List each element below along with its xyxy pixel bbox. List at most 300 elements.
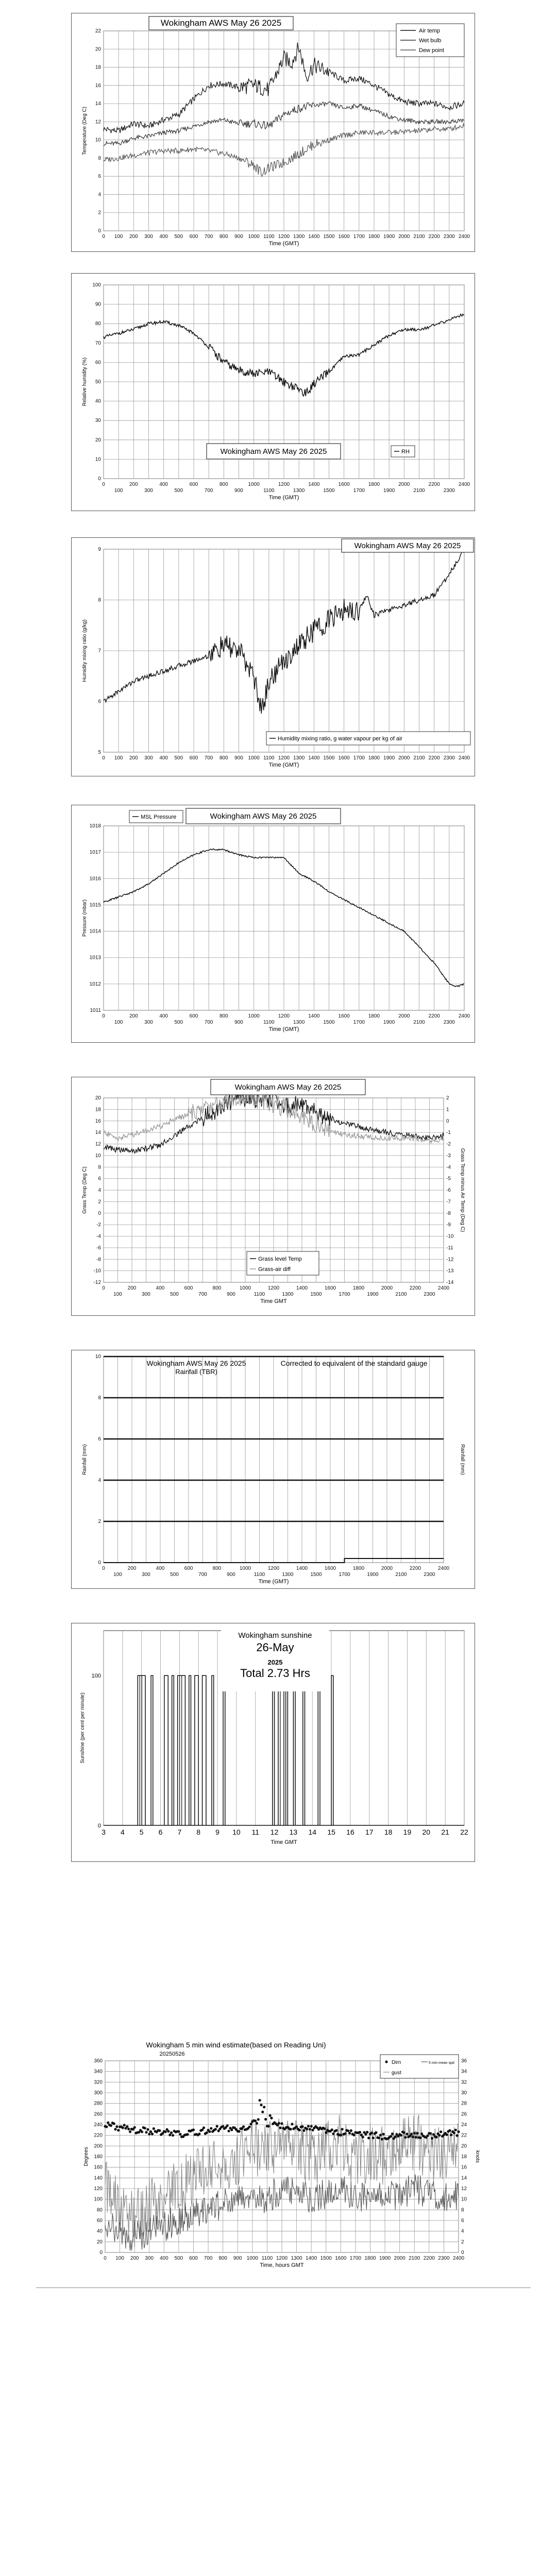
y-tick-label: 0 bbox=[98, 228, 101, 234]
y2-tick-label: 18 bbox=[461, 2154, 467, 2160]
x-tick-label: 2300 bbox=[443, 234, 455, 240]
y-tick-label: 4 bbox=[98, 192, 101, 198]
x-tick-label: 700 bbox=[204, 1020, 213, 1025]
y-tick-label: 20 bbox=[95, 46, 101, 53]
wind-direction-point bbox=[117, 2129, 120, 2131]
wind-direction-point bbox=[348, 2132, 351, 2134]
x-tick-label: 1700 bbox=[339, 1572, 350, 1578]
x-tick-label: 2100 bbox=[395, 1572, 407, 1578]
y-tick-label: 2 bbox=[98, 1519, 101, 1524]
wind-direction-point bbox=[379, 2134, 382, 2137]
wind-direction-point bbox=[438, 2134, 441, 2137]
x-axis-label: Time (GMT) bbox=[268, 762, 299, 768]
x-tick-label: 1200 bbox=[267, 1285, 280, 1291]
wind-direction-point bbox=[242, 2125, 245, 2128]
x-axis-label: Time (GMT) bbox=[258, 1579, 289, 1585]
x-tick-label: 22 bbox=[460, 1828, 468, 1836]
grass-temp-panel bbox=[71, 1077, 475, 1316]
y-tick-label: 1013 bbox=[89, 955, 101, 961]
y-axis-label: Sunshine (per cent per minute) bbox=[80, 1692, 86, 1764]
humidity-panel bbox=[71, 273, 475, 511]
x-tick-label: 1500 bbox=[323, 1020, 335, 1025]
y2-tick-label: -4 bbox=[446, 1164, 451, 1171]
y2-tick-label: 0 bbox=[446, 1118, 449, 1124]
y-tick-label: 10 bbox=[95, 1153, 101, 1159]
x-tick-label: 2000 bbox=[398, 234, 410, 240]
wind-direction-point bbox=[432, 2133, 435, 2136]
y-tick-label: 18 bbox=[95, 1107, 101, 1113]
pressure-chart bbox=[72, 805, 475, 1042]
x-tick-label: 2400 bbox=[458, 1013, 470, 1019]
wind-direction-point bbox=[457, 2130, 460, 2133]
humidity-chart bbox=[72, 274, 475, 511]
wind-direction-point bbox=[222, 2125, 224, 2128]
y2-tick-label: -11 bbox=[446, 1245, 453, 1251]
x-axis-label: Time, hours GMT bbox=[260, 2262, 304, 2268]
y-tick-label: 14 bbox=[95, 1130, 101, 1136]
x-tick-label: 400 bbox=[159, 755, 168, 761]
x-tick-label: 2300 bbox=[443, 755, 455, 761]
y-tick-label: 60 bbox=[96, 2218, 103, 2224]
x-tick-label: 800 bbox=[219, 234, 228, 240]
y-tick-label: 30 bbox=[95, 418, 101, 424]
wind-direction-point bbox=[153, 2127, 155, 2130]
x-tick-label: 2300 bbox=[443, 1020, 455, 1025]
y2-tick-label: 4 bbox=[461, 2228, 464, 2234]
y2-tick-label: 1 bbox=[446, 1107, 449, 1113]
x-tick-label: 800 bbox=[218, 2256, 228, 2261]
x-tick-label: 12 bbox=[270, 1828, 279, 1836]
y-axis-label: Temperature (Deg C) bbox=[82, 107, 88, 155]
x-tick-label: 2000 bbox=[398, 755, 410, 761]
wind-direction-point bbox=[331, 2128, 333, 2131]
x-tick-label: 800 bbox=[212, 1566, 222, 1571]
y-tick-label: 18 bbox=[95, 64, 101, 71]
wind-direction-point bbox=[261, 2111, 264, 2113]
y-tick-label: -6 bbox=[96, 1245, 101, 1251]
x-tick-label: 1900 bbox=[383, 488, 395, 494]
wind-direction-point bbox=[110, 2124, 112, 2127]
x-tick-label: 100 bbox=[114, 1020, 123, 1025]
x-tick-label: 200 bbox=[127, 1566, 137, 1571]
y-tick-label: 300 bbox=[94, 2090, 103, 2096]
wind-direction-point bbox=[123, 2124, 126, 2126]
rainfall-note: Corrected to equivalent of the standard gauge bbox=[280, 1359, 428, 1367]
pressure-panel bbox=[71, 805, 475, 1043]
wind-direction-point bbox=[249, 2123, 252, 2125]
x-tick-label: 1700 bbox=[353, 234, 365, 240]
wind-direction-point bbox=[202, 2126, 205, 2129]
y2-tick-label: 28 bbox=[461, 2100, 467, 2107]
y-tick-label: -12 bbox=[93, 1280, 101, 1285]
x-tick-label: 2200 bbox=[409, 1285, 421, 1291]
x-tick-label: 9 bbox=[215, 1828, 219, 1836]
y-tick-label: 14 bbox=[95, 101, 101, 107]
x-tick-label: 2000 bbox=[381, 1566, 393, 1571]
y-tick-label: 200 bbox=[94, 2143, 103, 2149]
y2-tick-label: 24 bbox=[461, 2122, 467, 2128]
x-tick-label: 13 bbox=[289, 1828, 298, 1836]
mixing-ratio-chart bbox=[72, 538, 475, 776]
wind-direction-point bbox=[366, 2131, 368, 2133]
wind-direction-point bbox=[263, 2106, 265, 2108]
wind-direction-point bbox=[230, 2128, 233, 2131]
x-tick-label: 1600 bbox=[338, 482, 350, 487]
x-tick-label: 1600 bbox=[338, 1013, 350, 1019]
x-tick-label: 1000 bbox=[246, 2256, 258, 2261]
wind-direction-point bbox=[127, 2128, 130, 2130]
x-tick-label: 1500 bbox=[310, 1292, 322, 1297]
x-tick-label: 1800 bbox=[368, 482, 380, 487]
y-tick-label: 1016 bbox=[89, 876, 101, 882]
x-tick-label: 1100 bbox=[253, 1292, 265, 1297]
x-tick-label: 100 bbox=[115, 2256, 124, 2261]
y-tick-label: 240 bbox=[94, 2122, 103, 2128]
y-tick-label: 7 bbox=[98, 648, 101, 654]
wind-subtitle: 20250526 bbox=[159, 2051, 185, 2057]
x-tick-label: 700 bbox=[204, 488, 213, 494]
y-tick-label: 1011 bbox=[90, 1008, 101, 1013]
x-tick-label: 200 bbox=[129, 755, 138, 761]
wind-direction-point bbox=[122, 2126, 124, 2129]
wind-direction-point bbox=[391, 2132, 394, 2135]
wind-direction-point bbox=[332, 2132, 334, 2135]
x-tick-label: 2100 bbox=[409, 2256, 420, 2261]
sunshine-date: 26-May bbox=[256, 1641, 294, 1654]
x-axis-label: Time GMT bbox=[270, 1839, 297, 1845]
x-tick-label: 2200 bbox=[428, 1013, 440, 1019]
y-tick-label: 8 bbox=[98, 1164, 101, 1171]
x-tick-label: 500 bbox=[170, 1292, 179, 1297]
x-tick-label: 2200 bbox=[423, 2256, 435, 2261]
x-tick-label: 2100 bbox=[413, 488, 425, 494]
x-tick-label: 1000 bbox=[248, 234, 260, 240]
wind-legend-label: Dirn bbox=[392, 2060, 401, 2065]
y-axis-label: Pressure (mbar) bbox=[82, 899, 88, 937]
x-tick-label: 1500 bbox=[310, 1572, 322, 1578]
wind-direction-point bbox=[403, 2131, 405, 2134]
x-tick-label: 500 bbox=[174, 2256, 183, 2261]
x-tick-label: 2000 bbox=[394, 2256, 405, 2261]
x-tick-label: 1100 bbox=[263, 755, 275, 761]
y-tick-label: 1015 bbox=[89, 902, 101, 908]
wind-direction-point bbox=[148, 2133, 150, 2136]
y-tick-label: -10 bbox=[93, 1268, 101, 1274]
wind-direction-point bbox=[208, 2130, 211, 2133]
y-tick-label: 16 bbox=[95, 82, 101, 89]
y-tick-label: 0 bbox=[97, 1823, 101, 1829]
wind-direction-point bbox=[290, 2128, 292, 2130]
y-tick-label: 280 bbox=[94, 2100, 103, 2107]
y2-tick-label: 8 bbox=[461, 2207, 464, 2213]
wind-direction-point bbox=[429, 2132, 432, 2135]
x-tick-label: 1400 bbox=[306, 2256, 317, 2261]
x-tick-label: 300 bbox=[144, 234, 153, 240]
x-tick-label: 700 bbox=[198, 1572, 207, 1578]
x-tick-label: 1500 bbox=[320, 2256, 332, 2261]
wind-direction-point bbox=[372, 2137, 375, 2139]
x-tick-label: 100 bbox=[114, 755, 123, 761]
wind-direction-point bbox=[341, 2128, 344, 2130]
y2-tick-label: 26 bbox=[461, 2111, 467, 2117]
wind-direction-point bbox=[367, 2137, 370, 2139]
wind-direction-point bbox=[210, 2127, 212, 2130]
temperature-legend-label: Air temp bbox=[419, 28, 440, 34]
wind-direction-point bbox=[179, 2133, 181, 2136]
x-tick-label: 14 bbox=[308, 1828, 317, 1836]
x-tick-label: 700 bbox=[204, 2256, 213, 2261]
x-tick-label: 1900 bbox=[379, 2256, 391, 2261]
wind-direction-point bbox=[254, 2120, 257, 2122]
x-tick-label: 1300 bbox=[282, 1292, 294, 1297]
x-tick-label: 800 bbox=[219, 1013, 228, 1019]
y-tick-label: -4 bbox=[96, 1233, 101, 1240]
x-tick-label: 600 bbox=[189, 1013, 198, 1019]
x-tick-label: 6 bbox=[158, 1828, 163, 1836]
x-tick-label: 1100 bbox=[263, 1020, 275, 1025]
x-tick-label: 1400 bbox=[308, 755, 320, 761]
wind-direction-point bbox=[325, 2131, 327, 2134]
y2-tick-label: -9 bbox=[446, 1222, 451, 1228]
y2-tick-label: -10 bbox=[446, 1233, 454, 1240]
wind-direction-point bbox=[126, 2125, 128, 2128]
x-tick-label: 700 bbox=[204, 755, 213, 761]
wind-panel bbox=[71, 2040, 480, 2282]
y-tick-label: 6 bbox=[98, 699, 101, 705]
y-tick-label: 6 bbox=[98, 174, 101, 180]
y-tick-label: 60 bbox=[95, 360, 101, 366]
x-tick-label: 2000 bbox=[398, 482, 410, 487]
wind-direction-point bbox=[270, 2117, 273, 2120]
x-tick-label: 300 bbox=[144, 755, 153, 761]
y-tick-label: 100 bbox=[92, 282, 101, 288]
x-tick-label: 300 bbox=[144, 1020, 153, 1025]
y2-tick-label: -14 bbox=[446, 1280, 454, 1285]
x-tick-label: 900 bbox=[234, 755, 243, 761]
x-tick-label: 900 bbox=[234, 234, 243, 240]
x-tick-label: 1400 bbox=[296, 1285, 308, 1291]
x-tick-label: 1600 bbox=[335, 2256, 347, 2261]
wind-direction-point bbox=[404, 2136, 407, 2139]
x-axis-label: Time GMT bbox=[260, 1298, 287, 1304]
x-tick-label: 100 bbox=[113, 1292, 122, 1297]
grass-temp-title: Wokingham AWS May 26 2025 bbox=[234, 1083, 342, 1092]
y-tick-label: 100 bbox=[91, 1673, 101, 1680]
wind-direction-point bbox=[426, 2134, 429, 2137]
sunshine-total: Total 2.73 Hrs bbox=[240, 1667, 310, 1680]
wind-direction-point bbox=[129, 2130, 131, 2133]
x-tick-label: 200 bbox=[129, 482, 138, 487]
x-tick-label: 100 bbox=[113, 1572, 122, 1578]
x-axis-label: Time (GMT) bbox=[268, 241, 299, 247]
y-tick-label: 320 bbox=[94, 2079, 103, 2086]
x-tick-label: 1700 bbox=[339, 1292, 350, 1297]
y-tick-label: 160 bbox=[94, 2164, 103, 2171]
x-tick-label: 2400 bbox=[452, 2256, 465, 2261]
wind-direction-point bbox=[431, 2137, 433, 2140]
x-tick-label: 2400 bbox=[458, 482, 470, 487]
wind-direction-point bbox=[295, 2125, 298, 2128]
y-tick-label: 2 bbox=[98, 1199, 101, 1205]
x-tick-label: 200 bbox=[127, 1285, 137, 1291]
wind-direction-point bbox=[228, 2130, 230, 2132]
wind-direction-point bbox=[375, 2131, 377, 2134]
wind-direction-point bbox=[306, 2128, 308, 2130]
wind-direction-point bbox=[167, 2130, 170, 2132]
wind-direction-point bbox=[382, 2133, 385, 2136]
x-tick-label: 400 bbox=[159, 482, 168, 487]
temperature-title: Wokingham AWS May 26 2025 bbox=[160, 18, 282, 28]
y-tick-label: 80 bbox=[96, 2207, 103, 2213]
wind-direction-point bbox=[145, 2131, 147, 2133]
x-tick-label: 1300 bbox=[293, 234, 305, 240]
x-tick-label: 1000 bbox=[239, 1285, 251, 1291]
x-axis-label: Time (GMT) bbox=[268, 495, 299, 501]
x-tick-label: 21 bbox=[441, 1828, 449, 1836]
x-tick-label: 18 bbox=[384, 1828, 393, 1836]
x-tick-label: 600 bbox=[189, 482, 198, 487]
wind-direction-point bbox=[347, 2129, 349, 2132]
y-tick-label: 90 bbox=[95, 301, 101, 308]
x-tick-label: 0 bbox=[102, 1013, 105, 1019]
y-axis-label: Grass Temp (Deg C) bbox=[82, 1166, 88, 1214]
y-tick-label: 12 bbox=[95, 1141, 101, 1147]
wind-direction-point bbox=[419, 2137, 421, 2139]
y-tick-label: 12 bbox=[95, 119, 101, 125]
x-tick-label: 1100 bbox=[263, 488, 275, 494]
y-tick-label: 1017 bbox=[89, 850, 101, 856]
y-tick-label: 360 bbox=[94, 2058, 103, 2064]
grass-temp-legend-label: Grass level Temp bbox=[258, 1256, 302, 1262]
wind-direction-point bbox=[164, 2130, 167, 2133]
x-tick-label: 0 bbox=[102, 1285, 105, 1291]
y-tick-label: 40 bbox=[96, 2228, 103, 2234]
y-tick-label: 1018 bbox=[89, 823, 101, 829]
y-tick-label: 70 bbox=[95, 340, 101, 346]
x-tick-label: 1800 bbox=[368, 1013, 380, 1019]
x-tick-label: 1500 bbox=[323, 488, 335, 494]
x-tick-label: 1000 bbox=[248, 482, 260, 487]
wind-direction-point bbox=[335, 2129, 337, 2132]
x-tick-label: 1300 bbox=[293, 755, 305, 761]
y-tick-label: 0 bbox=[98, 1560, 101, 1566]
x-tick-label: 1700 bbox=[353, 488, 365, 494]
y-axis-label: Rainfall (mm) bbox=[82, 1444, 88, 1475]
x-tick-label: 2200 bbox=[428, 482, 440, 487]
wind-direction-point bbox=[280, 2122, 283, 2125]
wind-direction-point bbox=[410, 2133, 413, 2136]
wind-direction-point bbox=[439, 2130, 442, 2133]
wind-direction-point bbox=[370, 2131, 373, 2134]
x-tick-label: 700 bbox=[204, 234, 213, 240]
wind-direction-point bbox=[415, 2136, 417, 2139]
wind-direction-point bbox=[309, 2128, 311, 2130]
y2-tick-label: 0 bbox=[461, 2250, 464, 2256]
y2-tick-label: 32 bbox=[461, 2079, 467, 2086]
wind-direction-point bbox=[302, 2129, 305, 2132]
y-tick-label: 6 bbox=[98, 1176, 101, 1182]
wind-direction-point bbox=[298, 2129, 301, 2131]
y-tick-label: 8 bbox=[98, 597, 101, 603]
y2-tick-label: 14 bbox=[461, 2175, 467, 2181]
wind-chart bbox=[71, 2040, 480, 2282]
y-tick-label: 0 bbox=[99, 2250, 103, 2256]
temperature-legend-label: Wet bulb bbox=[419, 38, 442, 44]
x-tick-label: 600 bbox=[189, 2256, 198, 2261]
y-tick-label: 340 bbox=[94, 2069, 103, 2075]
x-tick-label: 500 bbox=[170, 1572, 179, 1578]
mixing-ratio-title: Wokingham AWS May 26 2025 bbox=[354, 541, 461, 550]
wind-direction-point bbox=[344, 2132, 346, 2135]
y-tick-label: 1012 bbox=[89, 981, 101, 987]
x-tick-label: 20 bbox=[422, 1828, 431, 1836]
x-tick-label: 8 bbox=[196, 1828, 201, 1836]
x-tick-label: 400 bbox=[159, 1013, 168, 1019]
x-tick-label: 200 bbox=[129, 1013, 138, 1019]
wind-direction-point bbox=[144, 2127, 146, 2129]
x-tick-label: 800 bbox=[219, 755, 228, 761]
wind-direction-point bbox=[260, 2104, 262, 2106]
x-tick-label: 1400 bbox=[308, 1013, 320, 1019]
y2-tick-label: -1 bbox=[446, 1130, 451, 1136]
rainfall-title: Wokingham AWS May 26 2025 bbox=[146, 1359, 246, 1367]
x-tick-label: 16 bbox=[346, 1828, 354, 1836]
wind-direction-point bbox=[291, 2123, 293, 2125]
y-tick-label: 120 bbox=[94, 2186, 103, 2192]
x-tick-label: 300 bbox=[144, 488, 153, 494]
sunshine-year: 2025 bbox=[267, 1658, 283, 1666]
x-tick-label: 500 bbox=[174, 1020, 183, 1025]
wind-direction-point bbox=[256, 2122, 258, 2125]
y-tick-label: 0 bbox=[98, 476, 101, 482]
y-tick-label: 40 bbox=[95, 398, 101, 404]
wind-direction-point bbox=[450, 2133, 452, 2136]
x-tick-label: 0 bbox=[102, 1566, 105, 1571]
y-tick-label: 8 bbox=[98, 155, 101, 161]
x-tick-label: 1600 bbox=[324, 1566, 336, 1571]
x-tick-label: 1600 bbox=[338, 234, 350, 240]
wind-direction-point bbox=[146, 2128, 149, 2131]
grass-air-legend-label: Grass-air diff bbox=[258, 1266, 291, 1273]
wind-direction-point bbox=[198, 2132, 200, 2135]
x-tick-label: 19 bbox=[403, 1828, 412, 1836]
x-tick-label: 2100 bbox=[413, 755, 425, 761]
wind-direction-point bbox=[412, 2136, 414, 2138]
wind-direction-point bbox=[141, 2130, 143, 2133]
x-tick-label: 900 bbox=[234, 488, 243, 494]
temperature-panel bbox=[71, 13, 475, 252]
wind-legend-label: 5 min mean spd bbox=[429, 2061, 454, 2065]
wind-direction-point bbox=[264, 2118, 267, 2121]
x-tick-label: 1600 bbox=[324, 1285, 336, 1291]
y2-axis-label: knots bbox=[475, 2150, 480, 2163]
x-tick-label: 7 bbox=[177, 1828, 182, 1836]
y-tick-label: 16 bbox=[95, 1118, 101, 1124]
x-tick-label: 17 bbox=[365, 1828, 374, 1836]
wind-direction-point bbox=[115, 2125, 118, 2128]
x-tick-label: 1200 bbox=[278, 755, 290, 761]
x-tick-label: 1100 bbox=[253, 1572, 265, 1578]
y-tick-label: 80 bbox=[95, 321, 101, 327]
wind-direction-point bbox=[259, 2099, 261, 2102]
x-tick-label: 100 bbox=[114, 234, 123, 240]
x-tick-label: 300 bbox=[142, 1572, 150, 1578]
x-tick-label: 11 bbox=[251, 1828, 260, 1836]
wind-direction-point bbox=[456, 2134, 459, 2137]
x-tick-label: 600 bbox=[184, 1566, 193, 1571]
wind-direction-point bbox=[226, 2124, 229, 2127]
x-tick-label: 1000 bbox=[239, 1566, 251, 1571]
